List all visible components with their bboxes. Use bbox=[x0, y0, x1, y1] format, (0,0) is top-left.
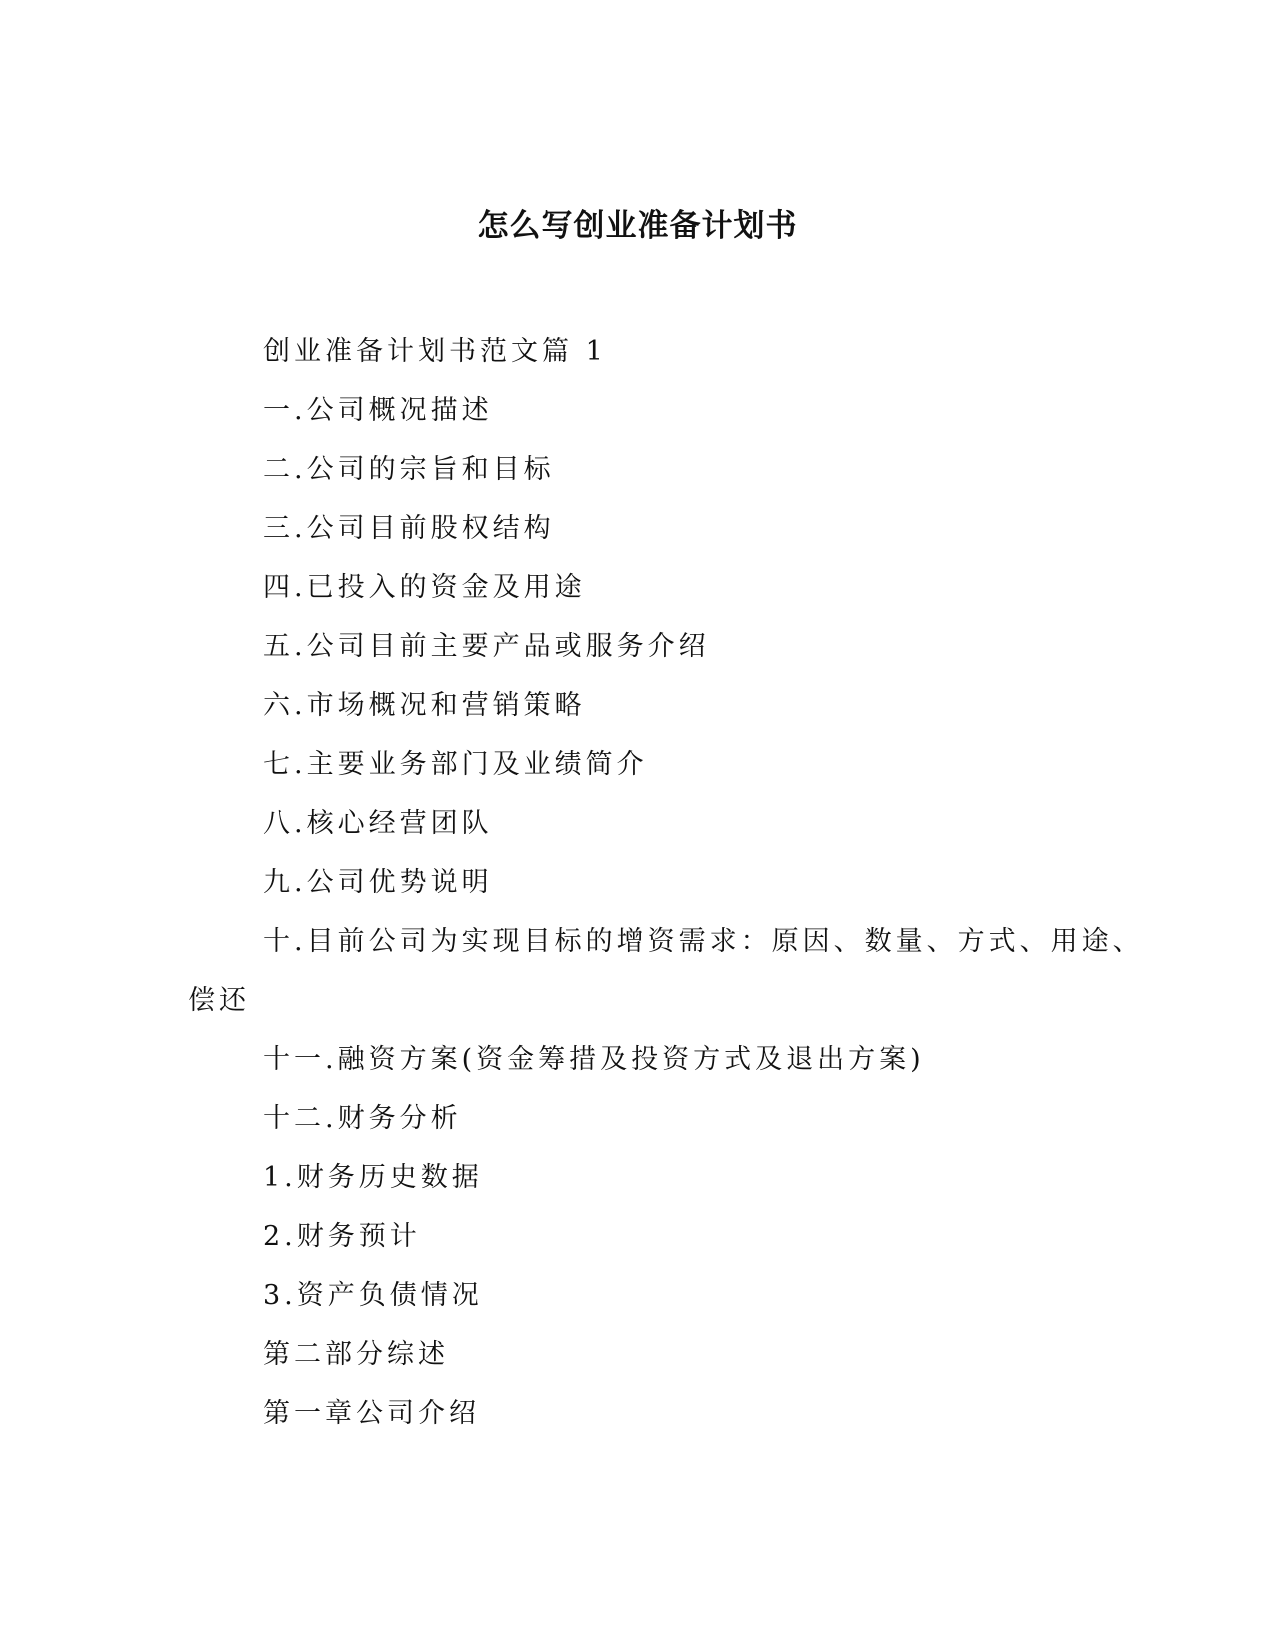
text-line: 六.市场概况和营销策略 bbox=[263, 690, 586, 721]
text-line: 十二.财务分析 bbox=[263, 1103, 462, 1134]
document-title: 怎么写创业准备计划书 bbox=[477, 208, 798, 244]
text-line: 一.公司概况描述 bbox=[263, 395, 493, 426]
text-line: 十.目前公司为实现目标的增资需求：原因、数量、方式、用途、 bbox=[263, 926, 1144, 957]
text-line: 五.公司目前主要产品或服务介绍 bbox=[263, 631, 710, 662]
text-line-continuation: 偿还 bbox=[188, 985, 250, 1016]
text-line: 九.公司优势说明 bbox=[263, 867, 493, 898]
text-line: 三.公司目前股权结构 bbox=[263, 513, 555, 544]
text-line: 八.核心经营团队 bbox=[263, 808, 493, 839]
text-line: 十一.融资方案(资金筹措及投资方式及退出方案) bbox=[263, 1044, 925, 1075]
text-line: 1.财务历史数据 bbox=[263, 1162, 483, 1193]
text-line: 3.资产负债情况 bbox=[263, 1280, 483, 1311]
text-line: 2.财务预计 bbox=[263, 1221, 421, 1252]
text-line: 四.已投入的资金及用途 bbox=[263, 572, 586, 603]
text-line: 第一章公司介绍 bbox=[263, 1398, 480, 1429]
text-line: 第二部分综述 bbox=[263, 1339, 449, 1370]
text-line: 七.主要业务部门及业绩简介 bbox=[263, 749, 648, 780]
text-line: 创业准备计划书范文篇 1 bbox=[263, 336, 607, 367]
text-line: 二.公司的宗旨和目标 bbox=[263, 454, 555, 485]
